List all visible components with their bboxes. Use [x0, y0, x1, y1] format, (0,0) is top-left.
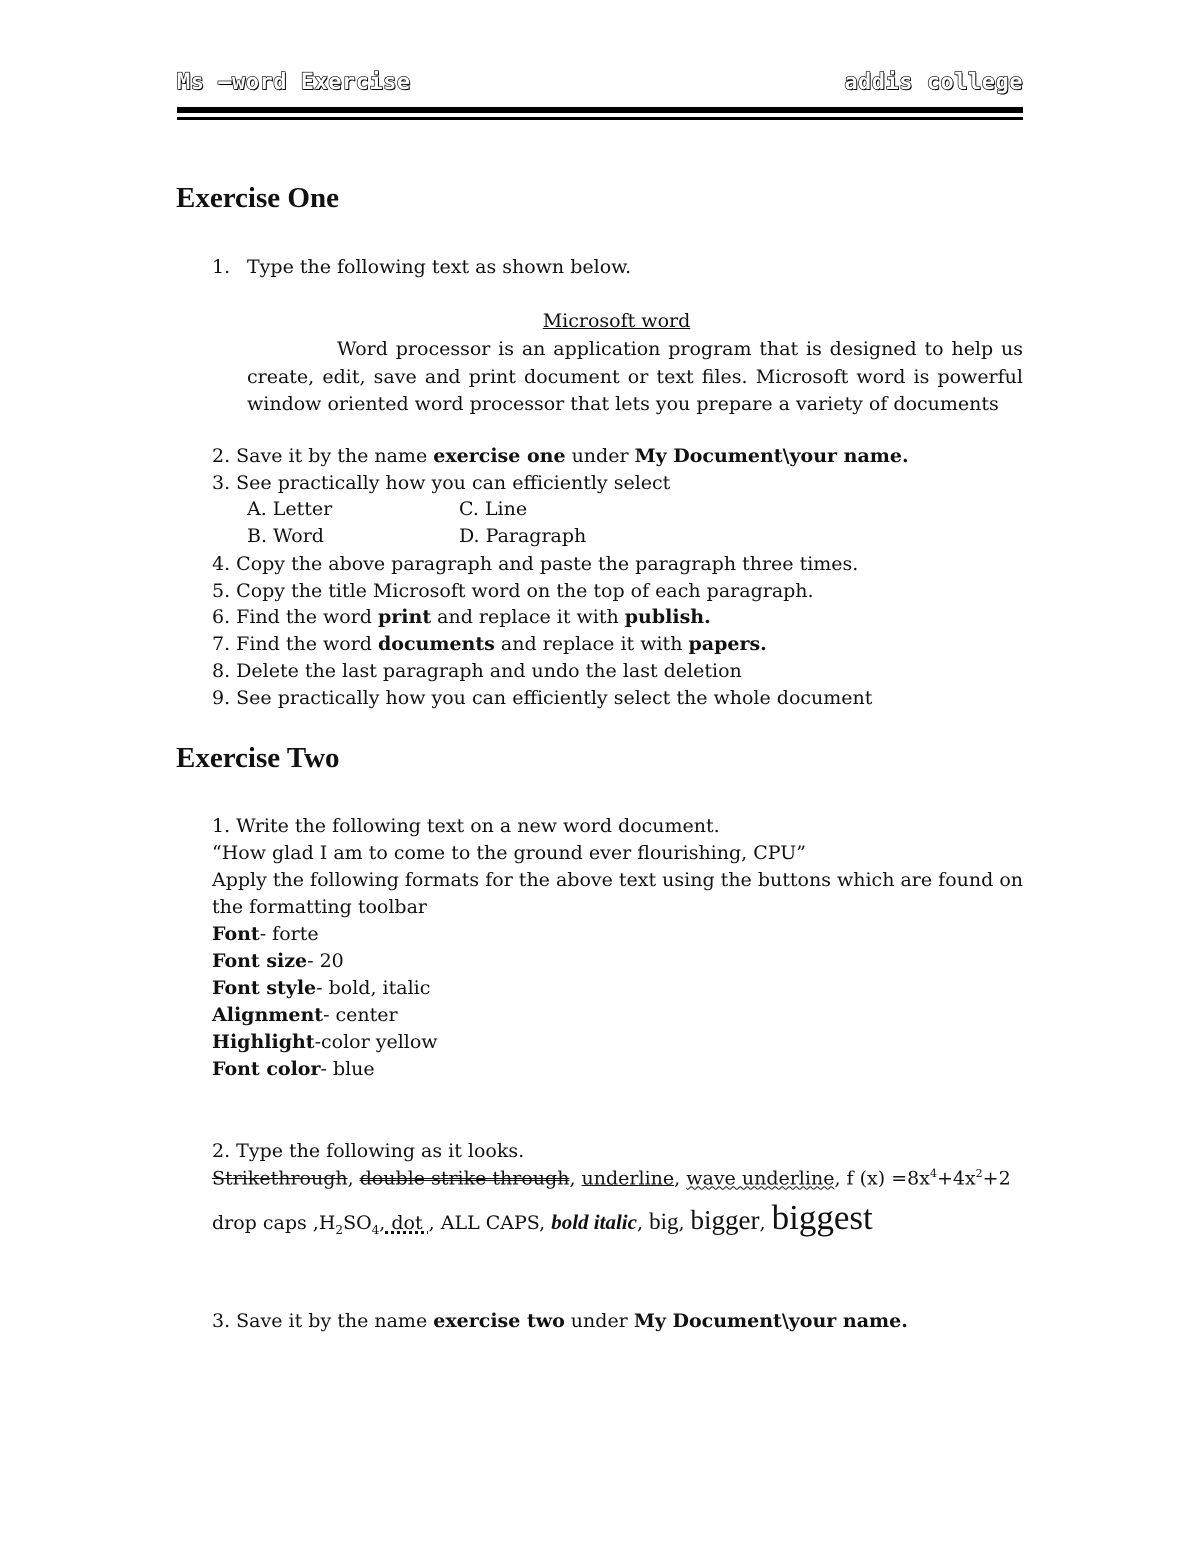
- subscript-2: 2: [335, 1222, 344, 1237]
- header-rule-thick: [177, 107, 1023, 113]
- wave-underline-sample: wave underline: [686, 1167, 835, 1190]
- header-institution: addis college: [844, 70, 1023, 95]
- formula-part: SO: [343, 1212, 372, 1234]
- ex2-quote: “How glad I am to come to the ground ever flourishing, CPU”: [212, 842, 806, 864]
- ex1-item9: 9. See practically how you can efficiently select the whole document: [212, 687, 873, 709]
- ex2-item3-path: My Document\your name.: [633, 1310, 908, 1332]
- ex1-item1-number: 1.: [212, 256, 231, 278]
- format-font: [212, 923, 319, 945]
- separator: ,: [759, 1212, 772, 1234]
- ex1-item6-text: 6. Find the word: [212, 606, 379, 628]
- option-d: D. Paragraph: [459, 525, 587, 547]
- drop-caps-sample: drop caps ,H: [212, 1212, 336, 1234]
- ex1-item8: 8. Delete the last paragraph and undo the last deletion: [212, 660, 742, 682]
- format-value: - forte: [259, 923, 319, 945]
- biggest-sample: biggest: [771, 1198, 873, 1237]
- separator: ,: [347, 1167, 360, 1190]
- format-highlight: [212, 1031, 438, 1053]
- ex2-item1: 1. Write the following text on a new word document.: [212, 815, 720, 837]
- exercise-one-heading: Exercise One: [176, 182, 339, 214]
- dot-underline-sample: dot: [385, 1212, 429, 1234]
- format-sample-line1: [212, 1167, 1011, 1189]
- superscript-4: 4: [929, 1167, 937, 1180]
- ex1-item7: [212, 633, 767, 655]
- ex1-item6-replace: and replace it with: [431, 606, 625, 628]
- format-font-size: [212, 950, 344, 972]
- ex1-item5: 5. Copy the title Microsoft word on the top of each paragraph.: [212, 580, 814, 602]
- ex1-item3: 3. See practically how you can efficiently select: [212, 472, 671, 494]
- ex1-item2-under: under: [565, 445, 635, 467]
- ex2-apply-line1: Apply the following formats for the above text using the buttons which are found on: [212, 869, 1023, 891]
- option-b: B. Word: [247, 525, 324, 547]
- underline-sample: underline: [581, 1167, 675, 1190]
- ex1-item2: [212, 445, 909, 467]
- ex1-item4: 4. Copy the above paragraph and paste the paragraph three times.: [212, 553, 859, 575]
- ex1-item6: [212, 606, 711, 628]
- format-label: Font color: [212, 1058, 321, 1080]
- strikethrough-sample: Strikethrough: [212, 1167, 348, 1190]
- all-caps-sample: , ALL CAPS,: [428, 1212, 552, 1234]
- subscript-4: 4: [371, 1222, 380, 1237]
- option-c: C. Line: [459, 498, 528, 520]
- separator: ,: [678, 1212, 691, 1234]
- formula-part: +4x: [936, 1167, 976, 1190]
- ex1-item7-text: 7. Find the word: [212, 633, 379, 655]
- ex1-item6-replacement: publish.: [624, 606, 711, 628]
- separator: ,: [674, 1167, 687, 1190]
- format-font-style: [212, 977, 430, 999]
- ex1-item2-filename: exercise one: [433, 445, 566, 467]
- format-label: Alignment: [212, 1004, 324, 1026]
- double-strike-sample: double strike through: [359, 1167, 570, 1190]
- ex1-item6-word: print: [378, 606, 432, 628]
- ex2-item2: 2. Type the following as it looks.: [212, 1140, 525, 1162]
- format-label: Font size: [212, 950, 308, 972]
- ex1-item7-replace: and replace it with: [494, 633, 689, 655]
- format-alignment: [212, 1004, 398, 1026]
- ex1-item1-text: Type the following text as shown below.: [247, 256, 632, 278]
- format-sample-line2: [212, 1196, 873, 1252]
- bold-italic-sample: bold italic: [551, 1210, 637, 1234]
- sample-title: Microsoft word: [542, 310, 691, 332]
- ex2-item3: [212, 1310, 908, 1332]
- format-label: Font: [212, 923, 260, 945]
- formula-part: +2: [982, 1167, 1011, 1190]
- format-value: - center: [323, 1004, 398, 1026]
- format-value: - bold, italic: [316, 977, 431, 999]
- big-sample: big: [649, 1209, 679, 1234]
- format-value: -color yellow: [314, 1031, 438, 1053]
- exercise-two-heading: Exercise Two: [176, 742, 340, 774]
- ex1-item2-path: My Document\your name.: [634, 445, 909, 467]
- bigger-sample: bigger: [690, 1205, 760, 1235]
- superscript-2: 2: [975, 1167, 983, 1180]
- ex2-item3-under: under: [564, 1310, 634, 1332]
- separator: ,: [834, 1167, 847, 1190]
- ex2-item3-text: 3. Save it by the name: [212, 1310, 434, 1332]
- ex1-item7-replacement: papers.: [688, 633, 767, 655]
- format-label: Highlight: [212, 1031, 315, 1053]
- format-value: - 20: [307, 950, 344, 972]
- page-header: [177, 70, 1023, 100]
- ex1-item7-word: documents: [378, 633, 495, 655]
- formula-part: f (x) =8x: [846, 1167, 930, 1190]
- separator: ,: [379, 1212, 386, 1234]
- format-font-color: [212, 1058, 375, 1080]
- format-value: - blue: [320, 1058, 375, 1080]
- option-a: A. Letter: [247, 498, 333, 520]
- header-rule-thin: [177, 117, 1023, 120]
- ex2-apply-line2: the formatting toolbar: [212, 896, 428, 918]
- ex2-item3-filename: exercise two: [433, 1310, 565, 1332]
- separator: ,: [569, 1167, 582, 1190]
- format-label: Font style: [212, 977, 317, 999]
- separator: ,: [636, 1212, 650, 1234]
- ex1-item2-text: 2. Save it by the name: [212, 445, 434, 467]
- header-title: Ms –word Exercise: [177, 70, 411, 95]
- sample-paragraph: Word processor is an application program that is designed to help us create, edit, save and print document or text files. Microsoft word is powerful window oriented word processor that lets you prepare a variety of documents: [247, 338, 1023, 415]
